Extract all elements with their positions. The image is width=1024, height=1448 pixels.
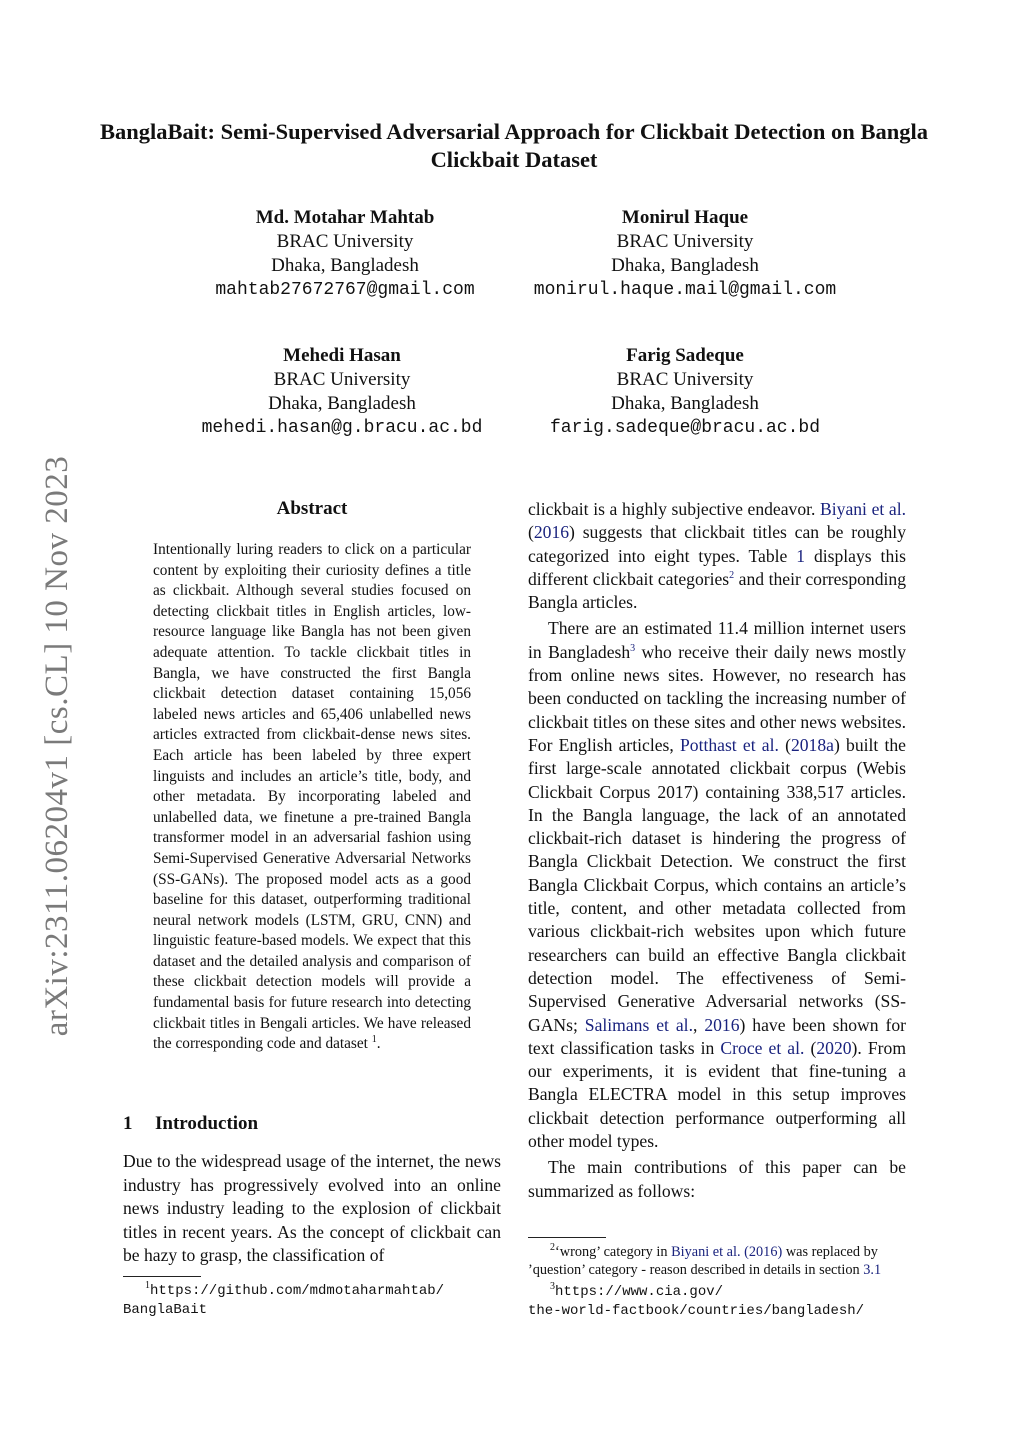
abstract-body: Intentionally luring readers to click on a particular content by exploiting their curiosity defines a title as clickbait. Although several studies focused on detecting clickbait titles in English articles, low-resource language like Bangla has not been given adequate attention. To tackle clickbait titles in Bangla, we have constructed the first Bangla clickbait detection dataset containing 15,056 labeled news articles and 65,406 unlabelled news articles extracted from clickbait-dense news sites. Each article has been labeled by three expert linguists and includes an article’s title, body, and other metadata. By incorporating labeled and unlabelled data, we finetune a pre-trained Bangla transformer model in an adversarial fashion using Semi-Supervised Generative Adversarial Networks (SS-GANs). The proposed model acts as a good baseline for this dataset, outperforming traditional neural network models (LSTM, GRU, CNN) and linguistic feature-based models. We expect that this dataset and the detailed analysis and comparison of these clickbait detection models will provide a fundamental basis for future research into detecting clickbait titles in Bengali articles. We have released the corresponding code and dataset $^1$. [153, 541, 471, 1053]
footnote-rule [123, 1276, 201, 1277]
paragraph: The main contributions of this paper can be summarized as follows: [528, 1157, 906, 1201]
citation-link[interactable]: Biyani et al. (2016) [671, 1244, 783, 1260]
text: clickbait is a highly subjective endeavor. [528, 499, 816, 519]
text: who receive their daily news mostly from online news sites. However, no research has been conducted on tackling the increasing number of clickbait titles on these sites and other news websites. For English articles, [528, 641, 906, 755]
footnote-2 [528, 1243, 908, 1279]
paper-title: BanglaBait: Semi-Supervised Adversarial Approach for Clickbait Detection on Bangla Clickbait Dataset [100, 119, 928, 172]
author-block [185, 206, 505, 302]
text: suggests that clickbait titles can be roughly categorized into eight types. Table [528, 522, 906, 566]
text: ‘wrong’ category in [555, 1244, 668, 1260]
footnote-url[interactable]: the-world-factbook/countries/bangladesh/ [528, 1303, 865, 1319]
citation-year-link[interactable]: 2016 [533, 522, 570, 543]
footnote-rule [528, 1237, 606, 1238]
author-email[interactable]: mehedi.hasan@g.bracu.ac.bd [201, 418, 483, 438]
text: and their corresponding Bangla articles. [528, 568, 906, 613]
section-number: 1 [123, 1113, 133, 1134]
citation-link[interactable]: Salimans et al. [584, 1014, 693, 1035]
section-ref-link[interactable]: 3.1 [863, 1262, 882, 1278]
section-title: Introduction [155, 1113, 259, 1134]
text: built the first large-scale annotated clickbait corpus (Webis Clickbait Corpus 2017) containing 338,517 articles. In the Bangla language, the lack of an annotated clickbait-rich dataset is hindering the progress of Bangla Clickbait Detection. We construct the first Bangla Clickbait Corpus, which contains an article’s title, content, and other metadata collected from various clickbait-rich websites upon which future researchers can build an effective Bangla clickbait detection model. The effectiveness of Semi-Supervised Generative Adversarial networks (SS-GANs; [528, 734, 906, 1035]
author-name: Monirul Haque [621, 207, 749, 228]
author-location: Dhaka, Bangladesh [611, 255, 759, 276]
footnote-1 [123, 1281, 503, 1319]
citation-link[interactable]: Biyani et al. [820, 499, 906, 519]
citation-link[interactable]: Croce et al. [720, 1037, 805, 1058]
citation-link[interactable]: Potthast et al. [680, 734, 779, 755]
text: From our experiments, it is evident that fine-tuning a Bangla ELECTRA model in this setup improves clickbait detection performance outperforming all other model types. [528, 1037, 907, 1152]
intro-paragraph: Due to the widespread usage of the internet, the news industry has progressively evolved into an online news industry leading to the explosion of clickbait titles in recent years. As the concept of clickbait can be hazy to grasp, the classification of [123, 1151, 501, 1265]
text: displays this different clickbait categories [528, 545, 906, 589]
footnote-mark: 1 [145, 1280, 150, 1292]
citation-year-link[interactable]: 2018a [790, 734, 834, 755]
footnote-url[interactable]: https://www.cia.gov/ [555, 1284, 724, 1300]
author-affiliation: BRAC University [616, 369, 754, 390]
footnote-mark: 2 [550, 1242, 555, 1254]
abstract-text: Intentionally luring readers to click on a particular content by exploiting their curiosity defines a title as clickbait. Although several studies focused on detecting clickbait titles in English articles, low-resource language like Bangla has not been given adequate attention. To tackle clickbait titles in Bangla, we have constructed the first Bangla clickbait detection dataset containing 15,056 labeled news articles and 65,406 unlabelled news articles extracted from clickbait-dense news sites. Each article has been labeled by three expert linguists and includes an article’s title, body, and other metadata. By incorporating labeled and unlabelled data, we finetune a pre-trained Bangla transformer model in an adversarial fashion using Semi-Supervised Generative Adversarial Networks (SS-GANs). The proposed model acts as a good baseline for this dataset, outperforming traditional neural network models (LSTM, GRU, CNN) and linguistic feature-based models. We expect that this dataset and the detailed analysis and comparison of these clickbait detection models will provide a fundamental basis for future research into detecting clickbait titles in Bengali articles. We have released the corresponding code and dataset [153, 541, 471, 1053]
author-name: Mehedi Hasan [283, 345, 401, 366]
footnote-3 [528, 1282, 918, 1320]
author-block [505, 206, 865, 302]
author-location: Dhaka, Bangladesh [611, 393, 759, 414]
author-affiliation: BRAC University [616, 231, 754, 252]
citation-year-link[interactable]: 2016 [704, 1014, 740, 1035]
text: There are an estimated 11.4 million internet users in Bangladesh [528, 618, 906, 662]
paragraph: clickbait is a highly subjective endeavor. Biyani et al. (2016) suggests that clickbait titles can be roughly categorized into eight types. Table 1 displays this different clickbait categories$^2$ and their corresponding Bangla articles. [528, 499, 906, 613]
arxiv-stamp: arXiv:2311.06204v1 [cs.CL] 10 Nov 2023 [39, 455, 75, 1037]
abstract-heading: Abstract [276, 498, 348, 519]
footnote-mark[interactable]: 3 [630, 642, 636, 654]
author-block [172, 344, 512, 440]
author-affiliation: BRAC University [276, 231, 414, 252]
section-heading [123, 1113, 258, 1135]
author-name: Farig Sadeque [626, 345, 744, 366]
author-email[interactable]: farig.sadeque@bracu.ac.bd [549, 418, 821, 438]
citation-year-link[interactable]: 2020 [816, 1037, 852, 1058]
footnote-url[interactable]: https://github.com/mdmotaharmahtab/ [150, 1283, 445, 1299]
footnote-mark[interactable]: 2 [729, 570, 735, 582]
footnote-mark[interactable]: 1 [371, 1034, 377, 1046]
text: have been shown for text classification tasks in [528, 1014, 906, 1058]
author-location: Dhaka, Bangladesh [271, 255, 419, 276]
text: was replaced by ’question’ category - reason described in details in section [528, 1244, 878, 1278]
footnote-mark: 3 [550, 1281, 555, 1293]
author-affiliation: BRAC University [273, 369, 411, 390]
paragraph: There are an estimated 11.4 million internet users in Bangladesh$^3$ who receive their daily news mostly from online news sites. However, no research has been conducted on tackling the increasing number of clickbait titles on these sites and other news websites. For English articles, Potthast et al. (2018a) built the first large-scale annotated clickbait corpus (Webis Clickbait Corpus 2017) containing 338,517 articles. In the Bangla language, the lack of an annotated clickbait-rich dataset is hindering the progress of Bangla Clickbait Detection. We construct the first Bangla Clickbait Corpus, which contains an article’s title, content, and other metadata collected from various clickbait-rich websites upon which future researchers can build an effective Bangla clickbait detection model. The effectiveness of Semi-Supervised Generative Adversarial networks (SS-GANs; Salimans et al., 2016) have been shown for text classification tasks in Croce et al. (2020). From our experiments, it is evident that fine-tuning a Bangla ELECTRA model in this setup improves clickbait detection performance outperforming all other model types. [528, 618, 907, 1152]
author-name: Md. Motahar Mahtab [255, 207, 435, 228]
right-column [528, 498, 906, 1206]
author-location: Dhaka, Bangladesh [268, 393, 416, 414]
author-block [520, 344, 850, 440]
footnote-url[interactable]: BanglaBait [123, 1302, 208, 1318]
table-ref-link[interactable]: 1 [796, 545, 806, 566]
author-email[interactable]: mahtab27672767@gmail.com [215, 280, 475, 300]
author-email[interactable]: monirul.haque.mail@gmail.com [533, 280, 837, 300]
